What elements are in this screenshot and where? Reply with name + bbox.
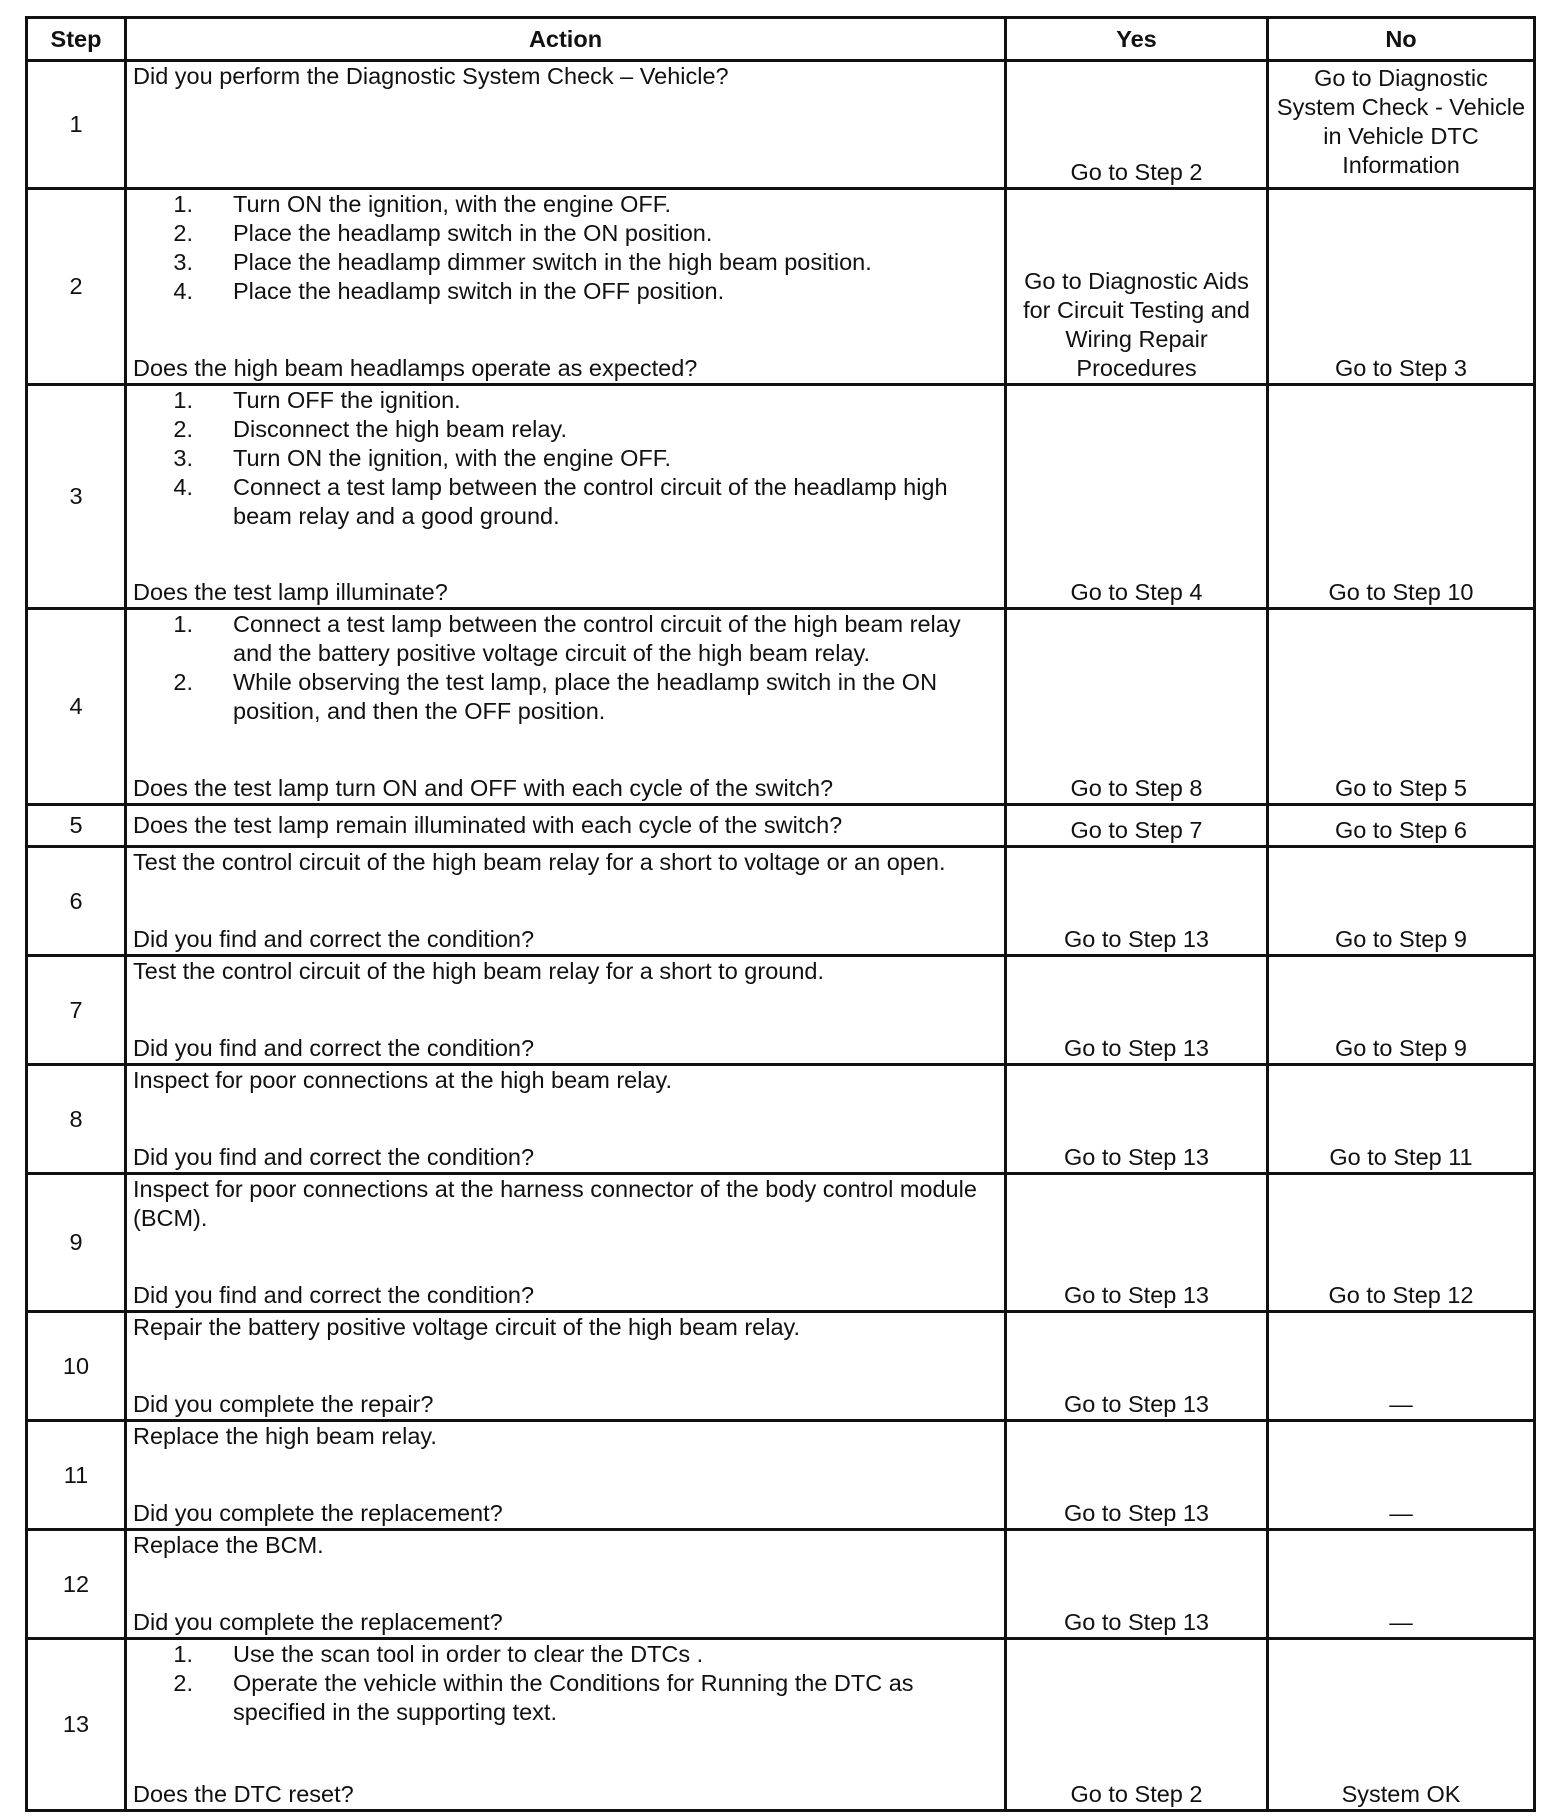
no-result-text: Go to Step 12	[1328, 1282, 1474, 1308]
table-row	[27, 189, 1535, 385]
step-number: 1	[27, 61, 126, 189]
action-question: Does the test lamp remain illuminated with each cycle of the switch?	[133, 812, 843, 838]
yes-result	[1006, 1065, 1268, 1174]
list-item-number: 1.	[173, 191, 193, 217]
action-question: Did you find and correct the condition?	[133, 1144, 535, 1170]
no-result	[1268, 956, 1535, 1065]
step-number: 4	[27, 609, 126, 805]
action-cell	[126, 1065, 1006, 1174]
table-row	[27, 1065, 1535, 1174]
action-steps-list	[133, 610, 998, 726]
table-row	[27, 61, 1535, 189]
no-result	[1268, 1065, 1535, 1174]
yes-result	[1006, 1421, 1268, 1530]
yes-result-text: Go to Diagnostic Aids for Circuit Testing and Wiring Repair Procedures	[1023, 268, 1250, 381]
list-item-text: Operate the vehicle within the Conditions for Running the DTC as specified in the supporting text.	[233, 1670, 914, 1725]
action-cell	[126, 385, 1006, 609]
yes-result-text: Go to Step 13	[1063, 926, 1210, 952]
list-item-text: Turn OFF the ignition.	[233, 387, 461, 413]
no-result-text: Go to Step 3	[1335, 355, 1467, 381]
action-cell	[126, 61, 1006, 189]
table-row	[27, 385, 1535, 609]
list-item-number: 2.	[173, 1670, 193, 1696]
table-row	[27, 847, 1535, 956]
list-item-text: Place the headlamp switch in the OFF position.	[233, 278, 725, 304]
step-number: 5	[27, 805, 126, 847]
step-number: 7	[27, 956, 126, 1065]
no-result-text: Go to Step 11	[1329, 1144, 1473, 1170]
action-cell	[126, 1639, 1006, 1811]
list-item	[133, 190, 998, 219]
yes-result	[1006, 847, 1268, 956]
list-item-number: 1.	[173, 611, 193, 637]
table-row	[27, 1421, 1535, 1530]
yes-result	[1006, 956, 1268, 1065]
action-question: Does the high beam headlamps operate as expected?	[133, 355, 698, 381]
table-row	[27, 956, 1535, 1065]
table-row	[27, 1530, 1535, 1639]
list-item	[133, 248, 998, 277]
list-item-number: 1.	[173, 387, 193, 413]
yes-result	[1006, 805, 1268, 847]
action-cell	[126, 1421, 1006, 1530]
list-item-number: 3.	[173, 445, 193, 471]
list-item-number: 1.	[173, 1641, 193, 1667]
yes-result-text: Go to Step 13	[1063, 1282, 1210, 1308]
yes-result-text: Go to Step 7	[1070, 817, 1203, 843]
no-result	[1268, 1421, 1535, 1530]
action-question: Did you find and correct the condition?	[133, 1282, 535, 1308]
action-steps-list	[133, 190, 998, 306]
header-step: Step	[27, 18, 126, 61]
no-result-text: —	[1389, 1609, 1413, 1635]
action-question: Did you complete the replacement?	[133, 1609, 503, 1635]
action-instruction: Replace the high beam relay.	[133, 1423, 437, 1449]
list-item	[133, 1640, 998, 1669]
list-item-text: Connect a test lamp between the control circuit of the high beam relay and the battery positive voltage circuit of the high beam relay.	[233, 611, 961, 666]
action-cell	[126, 189, 1006, 385]
list-item-number: 2.	[173, 220, 193, 246]
action-cell	[126, 1312, 1006, 1421]
action-question: Does the test lamp illuminate?	[133, 579, 448, 605]
step-number: 6	[27, 847, 126, 956]
list-item	[133, 668, 998, 726]
step-number: 10	[27, 1312, 126, 1421]
list-item-number: 4.	[173, 474, 193, 500]
list-item-number: 2.	[173, 416, 193, 442]
no-result	[1268, 385, 1535, 609]
list-item	[133, 415, 998, 444]
list-item-text: While observing the test lamp, place the headlamp switch in the ON position, and then the OFF position.	[233, 669, 938, 724]
list-item	[133, 277, 998, 306]
list-item-text: Use the scan tool in order to clear the DTCs .	[233, 1641, 704, 1667]
no-result	[1268, 1530, 1535, 1639]
yes-result-text: Go to Step 2	[1070, 1781, 1203, 1807]
header-action: Action	[126, 18, 1006, 61]
table-row	[27, 1639, 1535, 1811]
no-result-text: Go to Diagnostic System Check - Vehicle in Vehicle DTC Information	[1276, 65, 1526, 178]
table-body	[27, 61, 1535, 1811]
step-number: 8	[27, 1065, 126, 1174]
list-item-text: Turn ON the ignition, with the engine OFF.	[233, 191, 672, 217]
list-item-number: 3.	[173, 249, 193, 275]
no-result-text: Go to Step 5	[1335, 775, 1467, 801]
no-result	[1268, 189, 1535, 385]
no-result-text: Go to Step 10	[1328, 579, 1474, 605]
no-result-text: Go to Step 9	[1335, 1035, 1467, 1061]
yes-result-text: Go to Step 13	[1063, 1391, 1210, 1417]
action-question: Does the DTC reset?	[133, 1781, 354, 1807]
action-question: Did you find and correct the condition?	[133, 1035, 535, 1061]
yes-result-text: Go to Step 2	[1070, 159, 1203, 185]
yes-result	[1006, 61, 1268, 189]
action-cell	[126, 805, 1006, 847]
no-result-text: —	[1389, 1391, 1413, 1417]
table-row	[27, 1174, 1535, 1312]
action-instruction: Did you perform the Diagnostic System Check – Vehicle?	[133, 63, 729, 89]
yes-result-text: Go to Step 13	[1063, 1035, 1210, 1061]
list-item	[133, 219, 998, 248]
table-row	[27, 805, 1535, 847]
yes-result	[1006, 1530, 1268, 1639]
action-instruction: Repair the battery positive voltage circuit of the high beam relay.	[133, 1314, 801, 1340]
action-instruction: Replace the BCM.	[133, 1532, 324, 1558]
list-item-text: Place the headlamp switch in the ON position.	[233, 220, 713, 246]
yes-result	[1006, 1312, 1268, 1421]
header-yes: Yes	[1006, 18, 1268, 61]
header-row	[27, 18, 1535, 61]
no-result	[1268, 61, 1535, 189]
action-steps-list	[133, 1640, 998, 1727]
yes-result-text: Go to Step 13	[1063, 1609, 1210, 1635]
action-instruction: Test the control circuit of the high beam relay for a short to ground.	[133, 958, 825, 984]
action-cell	[126, 1530, 1006, 1639]
action-question: Did you complete the repair?	[133, 1391, 434, 1417]
no-result	[1268, 1174, 1535, 1312]
yes-result-text: Go to Step 13	[1063, 1500, 1210, 1526]
no-result-text: System OK	[1341, 1781, 1461, 1807]
yes-result	[1006, 609, 1268, 805]
yes-result-text: Go to Step 8	[1070, 775, 1203, 801]
list-item-number: 2.	[173, 669, 193, 695]
action-instruction: Test the control circuit of the high beam relay for a short to voltage or an open.	[133, 849, 946, 875]
no-result	[1268, 1639, 1535, 1811]
no-result-text: Go to Step 6	[1335, 817, 1467, 843]
action-instruction: Inspect for poor connections at the high beam relay.	[133, 1067, 673, 1093]
action-cell	[126, 1174, 1006, 1312]
action-question: Did you complete the replacement?	[133, 1500, 503, 1526]
step-number: 2	[27, 189, 126, 385]
list-item	[133, 444, 998, 473]
no-result-text: —	[1389, 1500, 1413, 1526]
action-cell	[126, 956, 1006, 1065]
table-row	[27, 609, 1535, 805]
list-item-text: Place the headlamp dimmer switch in the high beam position.	[233, 249, 872, 275]
list-item	[133, 1669, 998, 1727]
action-instruction: Inspect for poor connections at the harness connector of the body control module (BCM).	[133, 1176, 977, 1231]
list-item-text: Connect a test lamp between the control circuit of the headlamp high beam relay and a good ground.	[233, 474, 948, 529]
list-item	[133, 386, 998, 415]
yes-result	[1006, 1639, 1268, 1811]
action-question: Did you find and correct the condition?	[133, 926, 535, 952]
list-item-text: Disconnect the high beam relay.	[233, 416, 567, 442]
action-cell	[126, 609, 1006, 805]
list-item	[133, 473, 998, 531]
no-result	[1268, 609, 1535, 805]
step-number: 12	[27, 1530, 126, 1639]
yes-result	[1006, 189, 1268, 385]
action-cell	[126, 847, 1006, 956]
yes-result	[1006, 1174, 1268, 1312]
diagnostic-table	[25, 16, 1536, 1812]
list-item	[133, 610, 998, 668]
list-item-text: Turn ON the ignition, with the engine OFF.	[233, 445, 672, 471]
yes-result-text: Go to Step 13	[1063, 1144, 1210, 1170]
no-result	[1268, 847, 1535, 956]
no-result-text: Go to Step 9	[1335, 926, 1467, 952]
yes-result-text: Go to Step 4	[1070, 579, 1203, 605]
step-number: 13	[27, 1639, 126, 1811]
step-number: 11	[27, 1421, 126, 1530]
action-question: Does the test lamp turn ON and OFF with each cycle of the switch?	[133, 775, 834, 801]
no-result	[1268, 1312, 1535, 1421]
header-no: No	[1268, 18, 1535, 61]
table-row	[27, 1312, 1535, 1421]
step-number: 9	[27, 1174, 126, 1312]
no-result	[1268, 805, 1535, 847]
action-steps-list	[133, 386, 998, 531]
step-number: 3	[27, 385, 126, 609]
yes-result	[1006, 385, 1268, 609]
list-item-number: 4.	[173, 278, 193, 304]
